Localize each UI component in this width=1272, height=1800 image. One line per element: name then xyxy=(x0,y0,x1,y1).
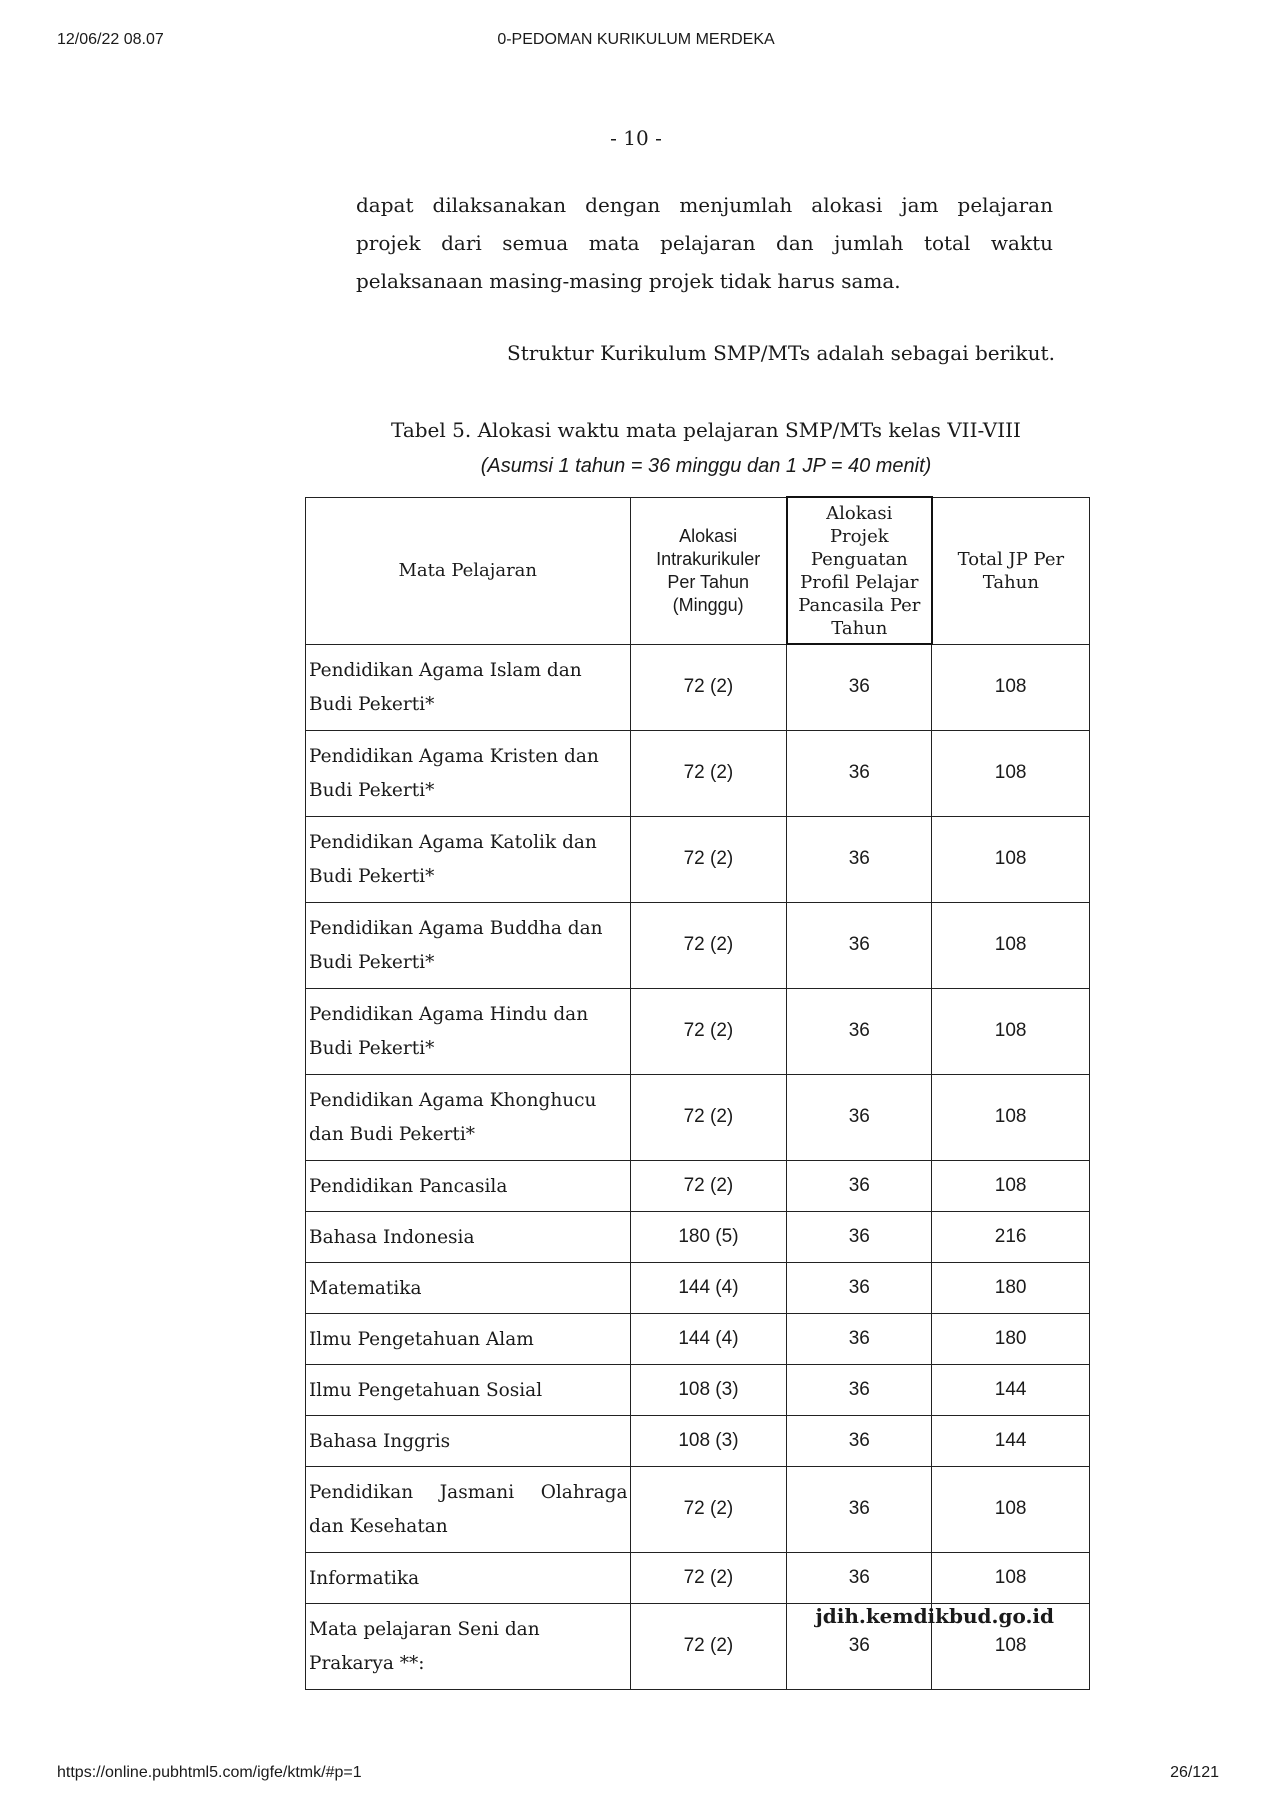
intrakurikuler-cell: 144 (4) xyxy=(630,1313,787,1364)
intrakurikuler-cell: 72 (2) xyxy=(630,644,787,730)
projek-cell: 36 xyxy=(787,1074,932,1160)
subject-line: Pendidikan Pancasila xyxy=(309,1176,508,1197)
projek-cell: 36 xyxy=(787,816,932,902)
total-cell: 216 xyxy=(932,1211,1090,1262)
total-cell: 144 xyxy=(932,1364,1090,1415)
header-line: Tahun xyxy=(831,617,888,639)
table-header-row xyxy=(306,497,1090,644)
intrakurikuler-cell: 72 (2) xyxy=(630,988,787,1074)
subject-line: Budi Pekerti* xyxy=(309,694,435,715)
subject-cell xyxy=(306,1603,631,1689)
projek-cell: 36 xyxy=(787,1415,932,1466)
table-row xyxy=(306,1074,1090,1160)
intrakurikuler-cell: 144 (4) xyxy=(630,1262,787,1313)
page-number: - 10 - xyxy=(610,126,662,150)
total-cell: 108 xyxy=(932,730,1090,816)
subject-cell xyxy=(306,1074,631,1160)
projek-cell: 36 xyxy=(787,730,932,816)
total-cell: 108 xyxy=(932,902,1090,988)
total-cell: 108 xyxy=(932,816,1090,902)
subject-line: Budi Pekerti* xyxy=(309,866,435,887)
subject-line: Prakarya **: xyxy=(309,1653,425,1674)
subject-cell xyxy=(306,1466,631,1552)
header-line: Penguatan xyxy=(810,548,908,570)
subject-line: Ilmu Pengetahuan Sosial xyxy=(309,1380,543,1401)
print-datetime: 12/06/22 08.07 xyxy=(57,31,164,48)
subject-cell xyxy=(306,816,631,902)
total-cell: 108 xyxy=(932,988,1090,1074)
subject-cell xyxy=(306,1313,631,1364)
projek-cell: 36 xyxy=(787,644,932,730)
intrakurikuler-cell: 72 (2) xyxy=(630,730,787,816)
site-watermark: jdih.kemdikbud.go.id xyxy=(815,1604,1054,1628)
intrakurikuler-cell: 72 (2) xyxy=(630,1552,787,1603)
subject-cell xyxy=(306,730,631,816)
header-line: Pancasila Per xyxy=(798,594,921,616)
subject-line: Informatika xyxy=(309,1568,420,1589)
paragraph-line: projek dari semua mata pelajaran dan jumlah total waktu xyxy=(356,231,1053,255)
intrakurikuler-cell: 72 (2) xyxy=(630,1603,787,1689)
allocation-table xyxy=(305,496,1090,1690)
print-page-count: 26/121 xyxy=(1170,1764,1219,1781)
subject-line: dan Kesehatan xyxy=(309,1516,448,1537)
header-line: Per Tahun xyxy=(667,571,750,592)
subject-line: Bahasa Indonesia xyxy=(309,1227,475,1248)
subject-line: Pendidikan Agama Islam dan xyxy=(309,660,582,681)
table-row xyxy=(306,1552,1090,1603)
table-row xyxy=(306,1313,1090,1364)
projek-cell: 36 xyxy=(787,1364,932,1415)
intrakurikuler-cell: 72 (2) xyxy=(630,1466,787,1552)
header-projek xyxy=(787,497,932,644)
projek-cell: 36 xyxy=(787,1552,932,1603)
subject-cell xyxy=(306,1552,631,1603)
table-row xyxy=(306,1211,1090,1262)
total-cell: 108 xyxy=(932,1552,1090,1603)
subject-line: Pendidikan Agama Hindu dan xyxy=(309,1004,589,1025)
body-paragraph xyxy=(356,186,1053,300)
subject-line: Budi Pekerti* xyxy=(309,780,435,801)
table-row xyxy=(306,902,1090,988)
total-cell: 108 xyxy=(932,1466,1090,1552)
header-line: Profil Pelajar xyxy=(800,571,919,593)
projek-cell: 36 xyxy=(787,1313,932,1364)
projek-cell: 36 xyxy=(787,1466,932,1552)
total-cell: 180 xyxy=(932,1262,1090,1313)
intrakurikuler-cell: 72 (2) xyxy=(630,1160,787,1211)
subject-cell xyxy=(306,1262,631,1313)
header-line: Projek xyxy=(829,525,889,547)
total-cell: 180 xyxy=(932,1313,1090,1364)
subject-line: Bahasa Inggris xyxy=(309,1431,451,1452)
subject-line: Pendidikan Agama Buddha dan xyxy=(309,918,603,939)
projek-cell: 36 xyxy=(787,1160,932,1211)
header-line: Alokasi xyxy=(826,502,893,524)
table-row xyxy=(306,1262,1090,1313)
subject-cell xyxy=(306,1211,631,1262)
subject-line: dan Budi Pekerti* xyxy=(309,1124,475,1145)
header-subject: Mata Pelajaran xyxy=(306,497,631,644)
table-row xyxy=(306,1415,1090,1466)
intro-sentence xyxy=(0,341,1272,365)
header-intrakurikuler xyxy=(630,497,787,644)
table-row xyxy=(306,816,1090,902)
subject-line: Mata pelajaran Seni dan xyxy=(309,1619,540,1640)
subject-line: Pendidikan Agama Katolik dan xyxy=(309,832,597,853)
table-caption: Tabel 5. Alokasi waktu mata pelajaran SMP/MTs kelas VII-VIII xyxy=(391,418,1021,442)
paragraph-line: dapat dilaksanakan dengan menjumlah alokasi jam pelajaran xyxy=(356,193,1053,217)
header-line: (Minggu) xyxy=(672,594,744,615)
table-row xyxy=(306,644,1090,730)
total-cell: 108 xyxy=(932,1074,1090,1160)
header-line: Intrakurikuler xyxy=(656,548,761,569)
intrakurikuler-cell: 180 (5) xyxy=(630,1211,787,1262)
print-title: 0-PEDOMAN KURIKULUM MERDEKA xyxy=(497,31,775,48)
total-cell: 108 xyxy=(932,1603,1090,1689)
total-cell: 108 xyxy=(932,1160,1090,1211)
subject-cell xyxy=(306,1415,631,1466)
subject-line: Ilmu Pengetahuan Alam xyxy=(309,1329,534,1350)
header-line: Total JP Per xyxy=(957,548,1065,570)
table-row xyxy=(306,1364,1090,1415)
subject-cell xyxy=(306,1364,631,1415)
projek-cell: 36 xyxy=(787,902,932,988)
subject-line: Budi Pekerti* xyxy=(309,952,435,973)
paragraph-line: pelaksanaan masing-masing projek tidak harus sama. xyxy=(356,269,901,293)
subject-cell xyxy=(306,1160,631,1211)
subject-line: Matematika xyxy=(309,1278,422,1299)
subject-line: Pendidikan Agama Khonghucu xyxy=(309,1090,597,1111)
intrakurikuler-cell: 72 (2) xyxy=(630,902,787,988)
subject-line: Pendidikan Agama Kristen dan xyxy=(309,746,599,767)
subject-cell xyxy=(306,988,631,1074)
subject-cell xyxy=(306,902,631,988)
intro-text: Struktur Kurikulum SMP/MTs adalah sebagai berikut. xyxy=(507,341,1055,365)
intrakurikuler-cell: 72 (2) xyxy=(630,1074,787,1160)
intrakurikuler-cell: 72 (2) xyxy=(630,816,787,902)
table-subcaption: (Asumsi 1 tahun = 36 minggu dan 1 JP = 40 menit) xyxy=(480,455,932,477)
intrakurikuler-cell: 108 (3) xyxy=(630,1364,787,1415)
subject-line: Pendidikan Jasmani Olahraga xyxy=(309,1482,628,1503)
header-line: Tahun xyxy=(982,571,1039,593)
header-line: Alokasi xyxy=(679,525,738,546)
subject-cell xyxy=(306,644,631,730)
header-total xyxy=(932,497,1090,644)
intrakurikuler-cell: 108 (3) xyxy=(630,1415,787,1466)
table-row xyxy=(306,1466,1090,1552)
projek-cell: 36 xyxy=(787,1603,932,1689)
projek-cell: 36 xyxy=(787,988,932,1074)
projek-cell: 36 xyxy=(787,1262,932,1313)
total-cell: 108 xyxy=(932,644,1090,730)
total-cell: 144 xyxy=(932,1415,1090,1466)
table-row xyxy=(306,988,1090,1074)
table-row xyxy=(306,730,1090,816)
print-url: https://online.pubhtml5.com/igfe/ktmk/#p=1 xyxy=(57,1764,362,1781)
projek-cell: 36 xyxy=(787,1211,932,1262)
table-row xyxy=(306,1160,1090,1211)
subject-line: Budi Pekerti* xyxy=(309,1038,435,1059)
